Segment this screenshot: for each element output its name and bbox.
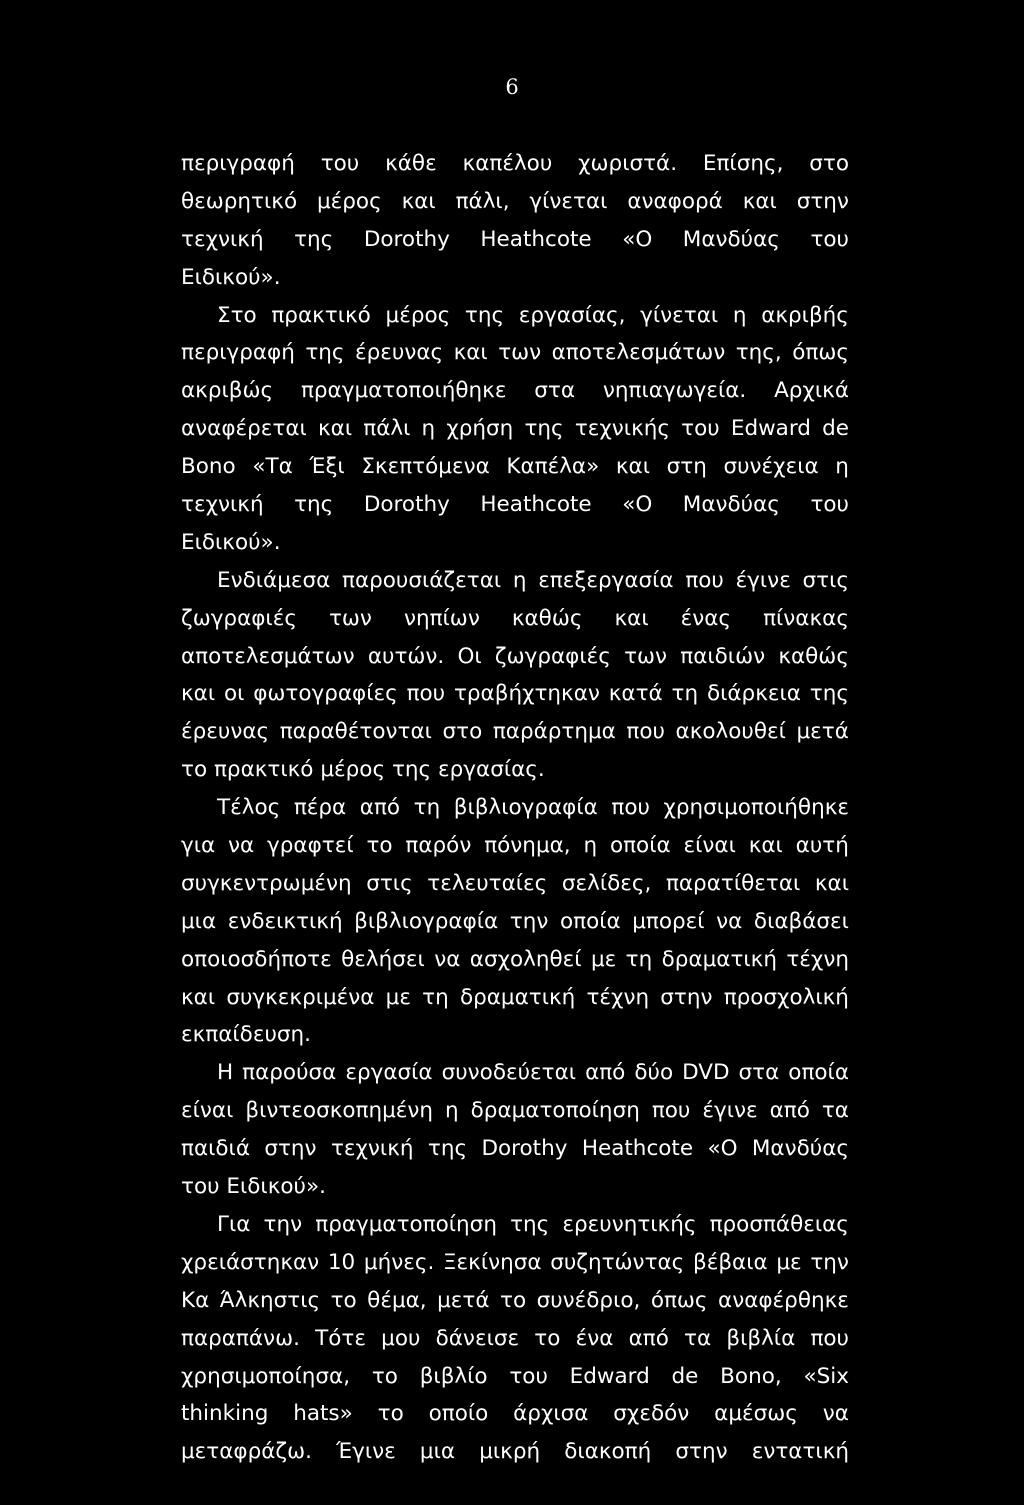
word: χρησιμοποίησα,: [181, 1363, 351, 1389]
text-line: [181, 1016, 849, 1054]
text-line: [181, 827, 849, 865]
word: παραπάνω.: [181, 1325, 300, 1351]
word: διαβάσει: [753, 908, 849, 934]
word: μεταφράζω.: [181, 1439, 312, 1465]
text-line: [181, 638, 849, 676]
word: τελευταίες: [427, 870, 548, 896]
word: το: [377, 1401, 404, 1427]
word: αυτών.: [367, 643, 445, 669]
word: Στο: [217, 302, 257, 328]
word: το: [366, 833, 393, 859]
word: ερευνητικής: [562, 1211, 697, 1237]
word: μια: [181, 908, 217, 934]
word: από: [769, 1098, 810, 1124]
word: γίνεται: [640, 302, 719, 328]
word: με: [776, 1249, 802, 1275]
word: Τέλος: [217, 795, 281, 821]
word: θέμα,: [367, 1287, 427, 1313]
word: συνέδριο,: [536, 1287, 641, 1313]
word: χωριστά.: [578, 151, 678, 176]
word: είναι: [683, 833, 736, 859]
word: και: [453, 340, 488, 366]
word: οποιοσδήποτε: [181, 946, 332, 972]
word: που: [810, 1325, 849, 1351]
text-line: [181, 448, 849, 486]
word: της: [510, 1211, 550, 1237]
word: παρατίθεται: [665, 870, 801, 896]
word: είναι: [181, 1098, 234, 1124]
word: τεχνικής: [574, 416, 670, 442]
word: τέχνη: [786, 946, 849, 972]
text-line: [181, 1320, 849, 1358]
word: Σκεπτόμενα: [361, 454, 490, 480]
word: παιδιά: [181, 1136, 250, 1162]
text-line: [181, 600, 849, 638]
word: Έξι: [309, 454, 345, 480]
word: μπορεί: [632, 908, 705, 934]
word: οι: [223, 681, 245, 707]
word: αμέσως: [714, 1401, 798, 1427]
word: μέρος: [316, 188, 382, 214]
word: με: [590, 946, 617, 972]
word: του: [509, 1363, 548, 1389]
word: πόνημα,: [484, 833, 571, 859]
word: τη: [422, 984, 449, 1010]
word: παραθέτονται: [279, 719, 432, 745]
word: νηπίων: [403, 605, 480, 631]
page-number: 6: [505, 75, 519, 99]
word: «Ο: [707, 1136, 738, 1162]
word: μικρή: [479, 1439, 541, 1465]
word: βιβλιογραφία: [453, 795, 598, 821]
word: Dorothy: [481, 1136, 568, 1162]
word: Ειδικού».: [181, 264, 281, 290]
text-line: [181, 675, 849, 713]
word: αναφορά: [627, 188, 723, 214]
text-line: [181, 562, 849, 600]
word: παιδιών: [680, 643, 766, 669]
word: θελήσει: [341, 946, 425, 972]
word: έγινε: [702, 1098, 758, 1124]
word: που: [626, 719, 665, 745]
word: συνέχεια: [723, 454, 819, 480]
word: Έγινε: [336, 1439, 396, 1465]
word: του: [320, 151, 360, 176]
word: και: [181, 681, 216, 707]
word: πρακτικό: [271, 302, 371, 328]
word: η: [835, 454, 849, 480]
word: Ξεκίνησα: [442, 1249, 542, 1275]
word: το: [181, 757, 208, 783]
word: περιγραφή: [181, 151, 295, 176]
word: στην: [796, 188, 849, 214]
word: χρειάστηκαν: [181, 1249, 320, 1275]
word: ασχοληθεί: [469, 946, 582, 972]
word: στα: [534, 378, 576, 404]
word: Heathcote: [480, 226, 592, 252]
word: ζωγραφιές: [494, 643, 611, 669]
text-line: [181, 1358, 849, 1396]
word: μήνες.: [363, 1249, 435, 1275]
word: που: [651, 1098, 691, 1124]
word: το: [534, 1325, 561, 1351]
word: Dorothy: [363, 492, 450, 518]
word: Τότε: [315, 1325, 366, 1351]
word: βιντεοσκοπημένη: [245, 1098, 434, 1124]
word: Heathcote: [581, 1136, 694, 1162]
word: βέβαια: [692, 1249, 768, 1275]
text-line: [181, 751, 849, 789]
document-body: [181, 145, 849, 1471]
word: τη: [625, 946, 653, 972]
word: έρευνας: [354, 340, 444, 366]
word: περιγραφή: [181, 340, 295, 366]
word: Για: [217, 1211, 251, 1237]
word: και: [814, 870, 849, 896]
text-line: [181, 1395, 849, 1433]
word: ακριβώς: [181, 378, 274, 404]
word: θεωρητικό: [181, 188, 298, 214]
word: οποία: [609, 833, 671, 859]
text-line: [181, 1092, 849, 1130]
word: πρακτικό: [213, 757, 314, 783]
word: η: [421, 416, 436, 442]
word: που: [406, 681, 446, 707]
word: στις: [802, 567, 849, 593]
word: διακοπή: [564, 1439, 652, 1465]
word: στα: [738, 1060, 780, 1086]
word: «Six: [803, 1363, 849, 1389]
word: την: [810, 1249, 849, 1275]
word: και: [614, 605, 649, 631]
word: με: [385, 984, 411, 1010]
word: σελίδες,: [561, 870, 652, 896]
word: Ενδιάμεσα: [217, 567, 331, 593]
word: αναφέρθηκε: [718, 1287, 849, 1313]
text-line: [181, 372, 849, 410]
word: πραγματοποίηση: [315, 1211, 497, 1237]
text-line: [181, 1433, 849, 1471]
word: αποτελεσμάτων: [181, 643, 355, 669]
word: από: [585, 1060, 626, 1086]
word: Bono: [181, 454, 236, 480]
word: de: [822, 416, 849, 442]
word: συγκεντρωμένη: [181, 870, 352, 896]
text-line: [181, 1130, 849, 1168]
word: βιβλία: [726, 1325, 796, 1351]
word: οποία: [788, 1060, 849, 1086]
word: στις: [366, 870, 413, 896]
word: να: [716, 908, 743, 934]
word: καθώς: [778, 643, 849, 669]
word: της: [809, 681, 849, 707]
word: και: [742, 188, 777, 214]
word: της: [294, 492, 334, 518]
word: την: [509, 908, 549, 934]
word: της: [391, 757, 432, 783]
word: συγκεκριμένα: [226, 984, 375, 1010]
word: 10: [327, 1249, 356, 1275]
word: Επίσης,: [702, 151, 784, 176]
text-line: [181, 1054, 849, 1092]
word: πάλι: [363, 416, 411, 442]
word: παρουσιάζεται: [342, 567, 502, 593]
word: στην: [660, 984, 713, 1010]
word: κάθε: [385, 151, 437, 176]
word: Edward: [730, 416, 811, 442]
word: συζητώντας: [550, 1249, 685, 1275]
word: συνοδεύεται: [441, 1060, 577, 1086]
word: την: [263, 1211, 303, 1237]
word: επεξεργασία: [538, 567, 674, 593]
word: δύο: [634, 1060, 674, 1086]
text-line: [181, 1206, 849, 1244]
word: έρευνας: [181, 719, 270, 745]
word: «Ο: [622, 492, 653, 518]
text-line: [181, 865, 849, 903]
word: να: [434, 946, 461, 972]
word: πάλι,: [455, 188, 510, 214]
word: στην: [675, 1439, 728, 1465]
word: εργασίας.: [438, 757, 545, 783]
word: Μανδύας: [751, 1136, 849, 1162]
word: φωτογραφίες: [253, 681, 398, 707]
word: η: [445, 1098, 459, 1124]
word: τεχνική: [330, 1136, 414, 1162]
word: του: [181, 1174, 220, 1200]
word: δραματική: [459, 984, 576, 1010]
word: παράρτημα: [492, 719, 616, 745]
word: hats»: [293, 1401, 353, 1427]
word: τα: [684, 1325, 712, 1351]
word: δραματική: [661, 946, 777, 972]
word: τη: [413, 795, 441, 821]
word: γίνεται: [529, 188, 608, 214]
word: του: [810, 226, 849, 252]
word: να: [822, 1401, 849, 1427]
word: μετά: [437, 1287, 490, 1313]
word: ακριβής: [761, 302, 849, 328]
word: δάνεισε: [435, 1325, 520, 1351]
word: της: [294, 226, 334, 252]
word: Άλκηστις: [219, 1287, 321, 1313]
word: του: [681, 416, 720, 442]
text-line: [181, 1244, 849, 1282]
word: μέρος: [385, 302, 451, 328]
word: πέρα: [293, 795, 347, 821]
word: δραματοποίηση: [470, 1098, 640, 1124]
word: διάρκεια: [706, 681, 801, 707]
word: τεχνική: [181, 226, 264, 252]
word: άρχισα: [513, 1401, 589, 1427]
word: του: [810, 492, 849, 518]
word: στην: [264, 1136, 317, 1162]
word: που: [611, 795, 650, 821]
word: «Τα: [252, 454, 293, 480]
text-line: [181, 410, 849, 448]
word: στη: [666, 454, 707, 480]
word: παρούσα: [242, 1060, 337, 1086]
text-line: [181, 903, 849, 941]
word: σχεδόν: [613, 1401, 690, 1427]
word: και: [181, 984, 216, 1010]
word: της: [464, 302, 505, 328]
word: χρήση: [446, 416, 514, 442]
text-line: [181, 334, 849, 372]
word: των: [624, 643, 668, 669]
word: «Ο: [622, 226, 653, 252]
word: της,: [735, 340, 782, 366]
word: και: [748, 833, 783, 859]
word: Μανδύας: [682, 226, 780, 252]
word: νηπιαγωγεία.: [602, 378, 747, 404]
word: που: [685, 567, 724, 593]
word: ένα: [575, 1325, 614, 1351]
word: έγινε: [735, 567, 791, 593]
word: και: [615, 454, 651, 480]
word: Ειδικού».: [226, 1174, 326, 1200]
word: τέχνη: [586, 984, 650, 1010]
word: εκπαίδευση.: [181, 1022, 311, 1048]
word: πίνακας: [763, 605, 849, 631]
word: τα: [821, 1098, 849, 1124]
text-line: [181, 941, 849, 979]
word: βιβλίο: [419, 1363, 488, 1389]
word: από: [628, 1325, 669, 1351]
word: Κα: [181, 1287, 210, 1313]
text-line: [181, 486, 849, 524]
word: γραφτεί: [267, 833, 354, 859]
word: τη: [671, 681, 699, 707]
word: Dorothy: [363, 226, 450, 252]
word: για: [181, 833, 216, 859]
word: της: [524, 416, 564, 442]
word: de: [671, 1363, 699, 1389]
word: εντατική: [751, 1439, 849, 1465]
word: πραγματοποιήθηκε: [300, 378, 507, 404]
word: το: [371, 1363, 398, 1389]
word: βιβλιογραφία: [354, 908, 499, 934]
word: προσχολική: [723, 984, 849, 1010]
word: στο: [442, 719, 483, 745]
text-line: [181, 183, 849, 221]
word: κατά: [608, 681, 663, 707]
word: DVD: [682, 1060, 730, 1086]
word: να: [228, 833, 255, 859]
text-line: [181, 789, 849, 827]
word: και: [401, 188, 436, 214]
text-line: [181, 979, 849, 1017]
word: της: [305, 340, 345, 366]
text-line: [181, 713, 849, 751]
word: και: [317, 416, 353, 442]
word: χρησιμοποιήθηκε: [663, 795, 849, 821]
text-line: [181, 297, 849, 335]
word: Μανδύας: [682, 492, 780, 518]
word: εργασίας,: [518, 302, 626, 328]
word: μέρος: [320, 757, 386, 783]
word: οποίο: [428, 1401, 489, 1427]
word: Αρχικά: [774, 378, 849, 404]
word: προσπάθειας: [709, 1211, 849, 1237]
word: μετά: [796, 719, 849, 745]
word: παρόν: [405, 833, 472, 859]
word: μια: [419, 1439, 456, 1465]
text-line: [181, 221, 849, 259]
word: των: [328, 605, 372, 631]
word: αυτή: [795, 833, 849, 859]
word: καθώς: [511, 605, 583, 631]
word: οποία: [559, 908, 621, 934]
word: Ειδικού».: [181, 529, 281, 555]
word: στο: [809, 151, 849, 176]
word: thinking: [181, 1401, 269, 1427]
word: το: [500, 1287, 527, 1313]
word: αναφέρεται: [181, 416, 307, 442]
word: Bono,: [720, 1363, 782, 1389]
word: καπέλου: [462, 151, 553, 176]
word: των: [498, 340, 542, 366]
word: τεχνική: [181, 492, 264, 518]
word: ένας: [680, 605, 732, 631]
word: η: [583, 833, 598, 859]
word: αποτελεσμάτων: [551, 340, 726, 366]
word: από: [359, 795, 401, 821]
text-line: [181, 259, 849, 297]
word: το: [330, 1287, 357, 1313]
word: Heathcote: [480, 492, 592, 518]
word: Edward: [569, 1363, 650, 1389]
word: Καπέλα»: [506, 454, 600, 480]
text-line: [181, 1282, 849, 1320]
text-line: [181, 145, 849, 183]
word: τραβήχτηκαν: [453, 681, 600, 707]
word: η: [732, 302, 747, 328]
word: η: [512, 567, 527, 593]
word: ζωγραφιές: [181, 605, 297, 631]
word: Οι: [457, 643, 482, 669]
word: εργασία: [345, 1060, 433, 1086]
word: όπως: [792, 340, 849, 366]
word: ακολουθεί: [675, 719, 786, 745]
word: όπως: [650, 1287, 708, 1313]
word: ενδεικτική: [227, 908, 343, 934]
text-line: [181, 524, 849, 562]
word: της: [427, 1136, 468, 1162]
word: Η: [217, 1060, 234, 1086]
word: μου: [381, 1325, 421, 1351]
text-line: [181, 1168, 849, 1206]
